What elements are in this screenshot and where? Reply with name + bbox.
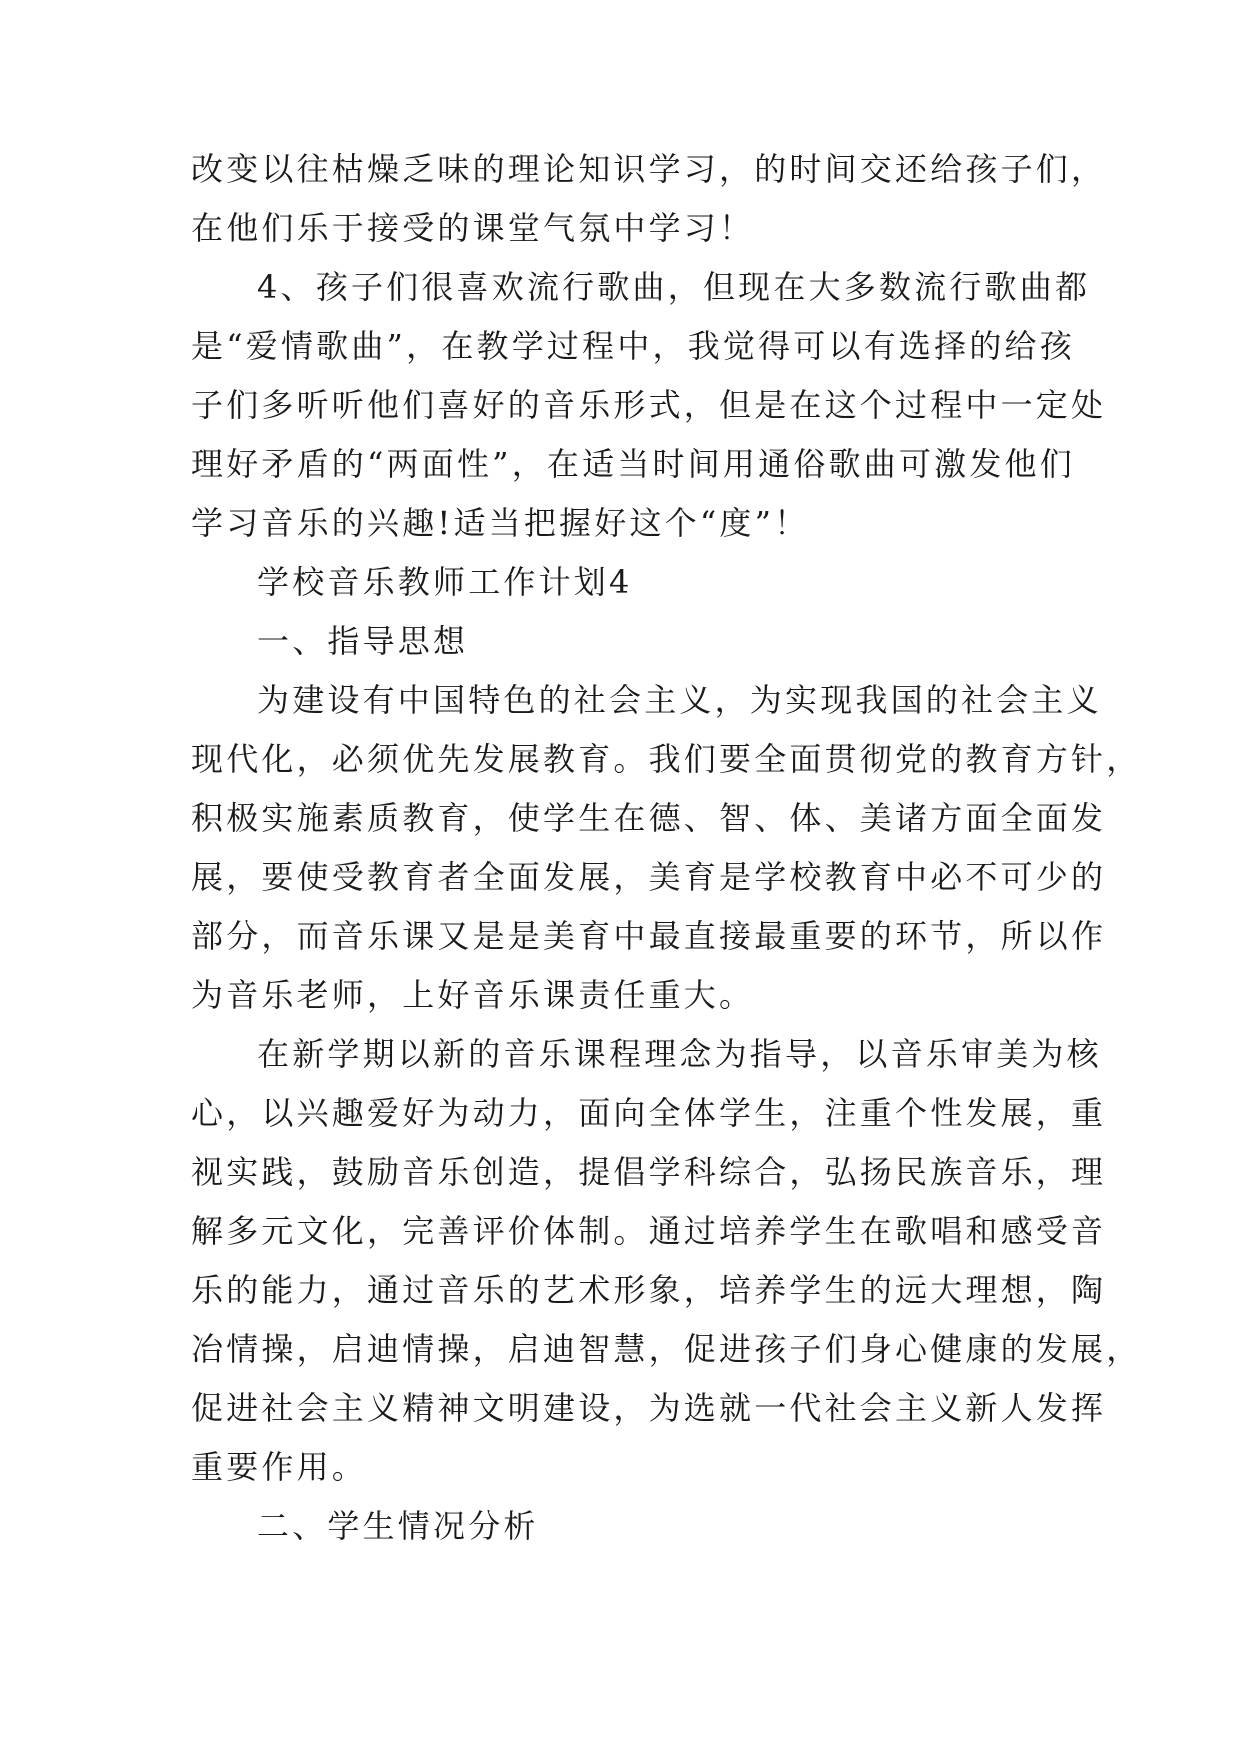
paragraph-line: 子们多听听他们喜好的音乐形式，但是在这个过程中一定处 bbox=[191, 386, 1107, 424]
paragraph-line: 乐的能力，通过音乐的艺术形象，培养学生的远大理想，陶 bbox=[191, 1271, 1107, 1309]
paragraph-line: 为建设有中国特色的社会主义，为实现我国的社会主义 bbox=[257, 681, 1102, 719]
document-page bbox=[191, 140, 1142, 1556]
paragraph-line: 现代化，必须优先发展教育。我们要全面贯彻党的教育方针， bbox=[191, 740, 1142, 778]
paragraph-line: 理好矛盾的“两面性”，在适当时间用通俗歌曲可激发他们 bbox=[191, 445, 1075, 483]
section-heading: 二、学生情况分析 bbox=[257, 1507, 539, 1545]
paragraph-line: 展，要使受教育者全面发展，美育是学校教育中必不可少的 bbox=[191, 858, 1107, 896]
paragraph-line: 4、孩子们很喜欢流行歌曲，但现在大多数流行歌曲都 bbox=[257, 268, 1091, 306]
section-heading: 一、指导思想 bbox=[257, 622, 469, 660]
paragraph-line: 改变以往枯燥乏味的理论知识学习，的时间交还给孩子们， bbox=[191, 150, 1107, 188]
paragraph-line: 在他们乐于接受的课堂气氛中学习！ bbox=[191, 209, 755, 247]
paragraph-line: 视实践，鼓励音乐创造，提倡学科综合，弘扬民族音乐，理 bbox=[191, 1153, 1107, 1191]
paragraph-line: 积极实施素质教育，使学生在德、智、体、美诸方面全面发 bbox=[191, 799, 1107, 837]
paragraph-line: 促进社会主义精神文明建设，为选就一代社会主义新人发挥 bbox=[191, 1389, 1107, 1427]
paragraph-line: 是“爱情歌曲”，在教学过程中，我觉得可以有选择的给孩 bbox=[191, 327, 1075, 365]
paragraph-line: 解多元文化，完善评价体制。通过培养学生在歌唱和感受音 bbox=[191, 1212, 1107, 1250]
paragraph-line: 重要作用。 bbox=[191, 1448, 368, 1486]
section-title: 学校音乐教师工作计划4 bbox=[257, 563, 633, 601]
paragraph-line: 在新学期以新的音乐课程理念为指导，以音乐审美为核 bbox=[257, 1035, 1102, 1073]
paragraph-line: 冶情操，启迪情操，启迪智慧，促进孩子们身心健康的发展， bbox=[191, 1330, 1142, 1368]
paragraph-line: 部分，而音乐课又是是美育中最直接最重要的环节，所以作 bbox=[191, 917, 1107, 955]
paragraph-line: 学习音乐的兴趣!适当把握好这个“度”！ bbox=[191, 504, 810, 542]
paragraph-line: 心，以兴趣爱好为动力，面向全体学生，注重个性发展，重 bbox=[191, 1094, 1107, 1132]
paragraph-line: 为音乐老师，上好音乐课责任重大。 bbox=[191, 976, 755, 1014]
